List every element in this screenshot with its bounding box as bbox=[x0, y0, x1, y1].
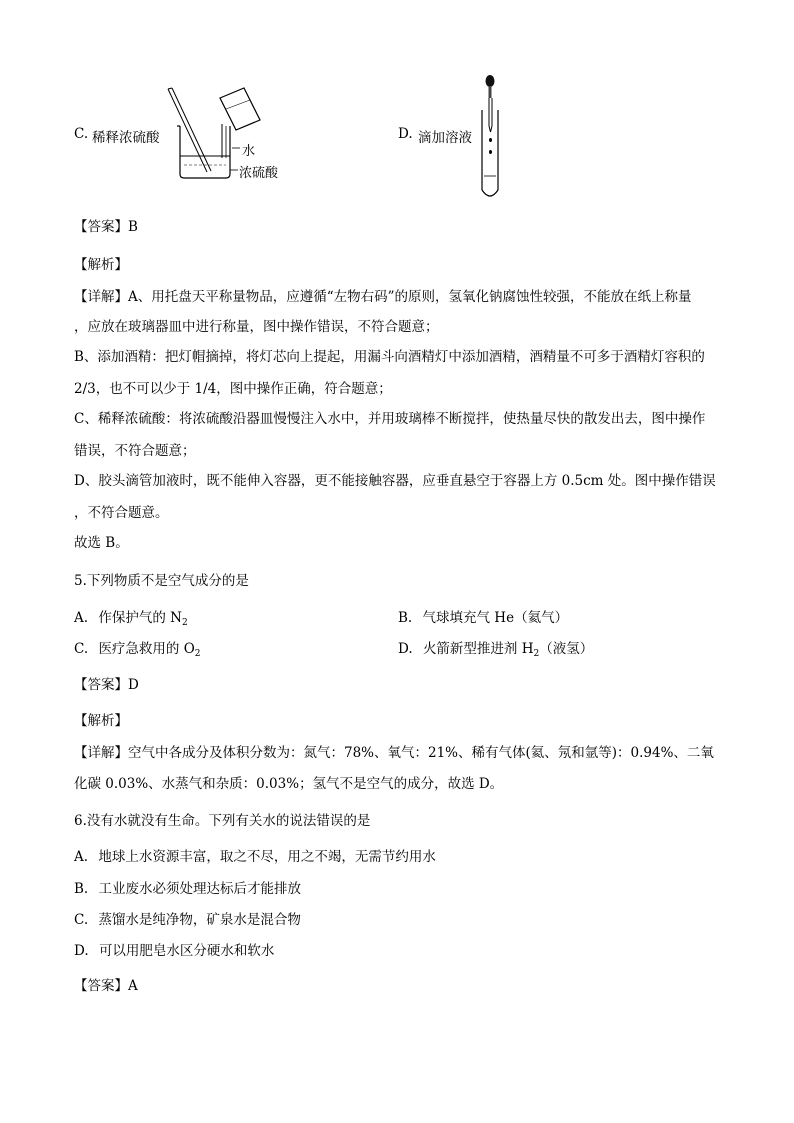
q6-option-b-text: 工业废水必须处理达标后才能排放 bbox=[98, 881, 302, 897]
q4-option-d-label: D. bbox=[398, 126, 413, 142]
q6-option-c-label: C. bbox=[74, 912, 89, 928]
q4-detail-line-5: C、稀释浓硫酸：将浓硫酸沿器皿慢慢注入水中，并用玻璃棒不断搅拌，使热量尽快的散发出去，图中操作 bbox=[74, 411, 706, 427]
q5-option-c-text: 医疗急救用的 O bbox=[98, 641, 195, 657]
q5-option-a-text: 作保护气的 N bbox=[98, 610, 182, 626]
q6-option-c bbox=[74, 911, 301, 929]
q6-option-b-label: B. bbox=[74, 881, 89, 897]
q5-option-c-sub: 2 bbox=[194, 649, 201, 659]
q6-option-d bbox=[74, 942, 274, 960]
dropper-test-tube-figure bbox=[476, 74, 506, 200]
q5-option-a-sub: 2 bbox=[181, 618, 188, 628]
q5-detail-tag: 【详解】 bbox=[74, 745, 128, 761]
q5-option-c-label: C. bbox=[74, 641, 89, 657]
q5-option-a bbox=[74, 609, 188, 632]
figure-label-conc-acid: 浓硫酸 bbox=[239, 166, 279, 181]
q6-option-d-label: D. bbox=[74, 943, 89, 959]
q4-detail-line-9: 故选 B。 bbox=[74, 535, 129, 551]
q5-option-b-label: B. bbox=[398, 610, 413, 626]
q4-answer-tag: 【答案】 bbox=[74, 219, 128, 235]
q5-option-d-text: 火箭新型推进剂 H bbox=[422, 641, 534, 657]
q5-option-d bbox=[398, 640, 593, 663]
q4-analysis-tag: 【解析】 bbox=[74, 257, 128, 273]
q5-option-a-label: A. bbox=[74, 610, 89, 626]
q4-option-c-label: C. bbox=[74, 126, 89, 142]
q6-option-a bbox=[74, 848, 436, 866]
q4-detail-line-3: B、添加酒精：把灯帽摘掉，将灯芯向上提起，用漏斗向酒精灯中添加酒精，酒精量不可多于酒精灯容积的 bbox=[74, 349, 705, 365]
q6-stem: 6.没有水就没有生命。下列有关水的说法错误的是 bbox=[74, 813, 371, 829]
q5-option-b bbox=[398, 609, 568, 627]
q4-option-d-text: 滴加溶液 bbox=[418, 130, 472, 146]
q4-detail-line-8: ，不符合题意。 bbox=[74, 505, 169, 521]
q5-option-b-text: 气球填充气 He（氦气） bbox=[422, 610, 569, 626]
figure-label-water: 水 bbox=[242, 144, 256, 159]
q5-option-c bbox=[74, 640, 201, 663]
q6-option-a-label: A. bbox=[74, 849, 89, 865]
q6-option-d-text: 可以用肥皂水区分硬水和软水 bbox=[98, 943, 275, 959]
q5-detail-line-2: 化碳 0.03%、水蒸气和杂质：0.03%；氢气不是空气的成分，故选 D。 bbox=[74, 776, 504, 792]
q6-answer-tag: 【答案】 bbox=[74, 978, 128, 994]
q6-option-c-text: 蒸馏水是纯净物，矿泉水是混合物 bbox=[98, 912, 301, 928]
q5-stem: 5.下列物质不是空气成分的是 bbox=[74, 573, 249, 589]
q6-option-b bbox=[74, 880, 301, 898]
q4-detail-line-6: 错误，不符合题意； bbox=[74, 443, 196, 459]
q5-detail-line-1: 空气中各成分及体积分数为：氮气：78%、氧气：21%、稀有气体(氦、氖和氩等)：0.94%、二氧 bbox=[128, 745, 714, 761]
q5-answer-tag: 【答案】 bbox=[74, 677, 128, 693]
q5-option-d-label: D. bbox=[398, 641, 413, 657]
q5-option-d-sub: 2 bbox=[533, 649, 540, 659]
q4-detail-line-1: A、用托盘天平称量物品，应遵循“左物右码”的原则，氢氧化钠腐蚀性较强，不能放在纸上称量 bbox=[128, 289, 692, 305]
q6-answer-value: A bbox=[128, 978, 138, 994]
q4-option-c-text: 稀释浓硫酸 bbox=[92, 130, 160, 146]
q5-answer-value: D bbox=[128, 677, 139, 693]
q4-detail-line-7: D、胶头滴管加液时，既不能伸入容器，更不能接触容器，应垂直悬空于容器上方 0.5cm 处。图中操作错误 bbox=[74, 473, 716, 489]
q6-option-a-text: 地球上水资源丰富，取之不尽，用之不竭，无需节约用水 bbox=[98, 849, 436, 865]
q5-option-d-tail: （液氢） bbox=[539, 641, 594, 657]
q4-answer-value: B bbox=[128, 219, 138, 235]
q5-analysis-tag: 【解析】 bbox=[74, 713, 128, 729]
q4-detail-line-2: ，应放在玻璃器皿中进行称量，图中操作错误，不符合题意； bbox=[74, 319, 439, 335]
q4-detail-tag: 【详解】 bbox=[74, 289, 128, 305]
q4-detail-line-4: 2/3，也不可以少于 1/4，图中操作正确，符合题意； bbox=[74, 381, 392, 397]
